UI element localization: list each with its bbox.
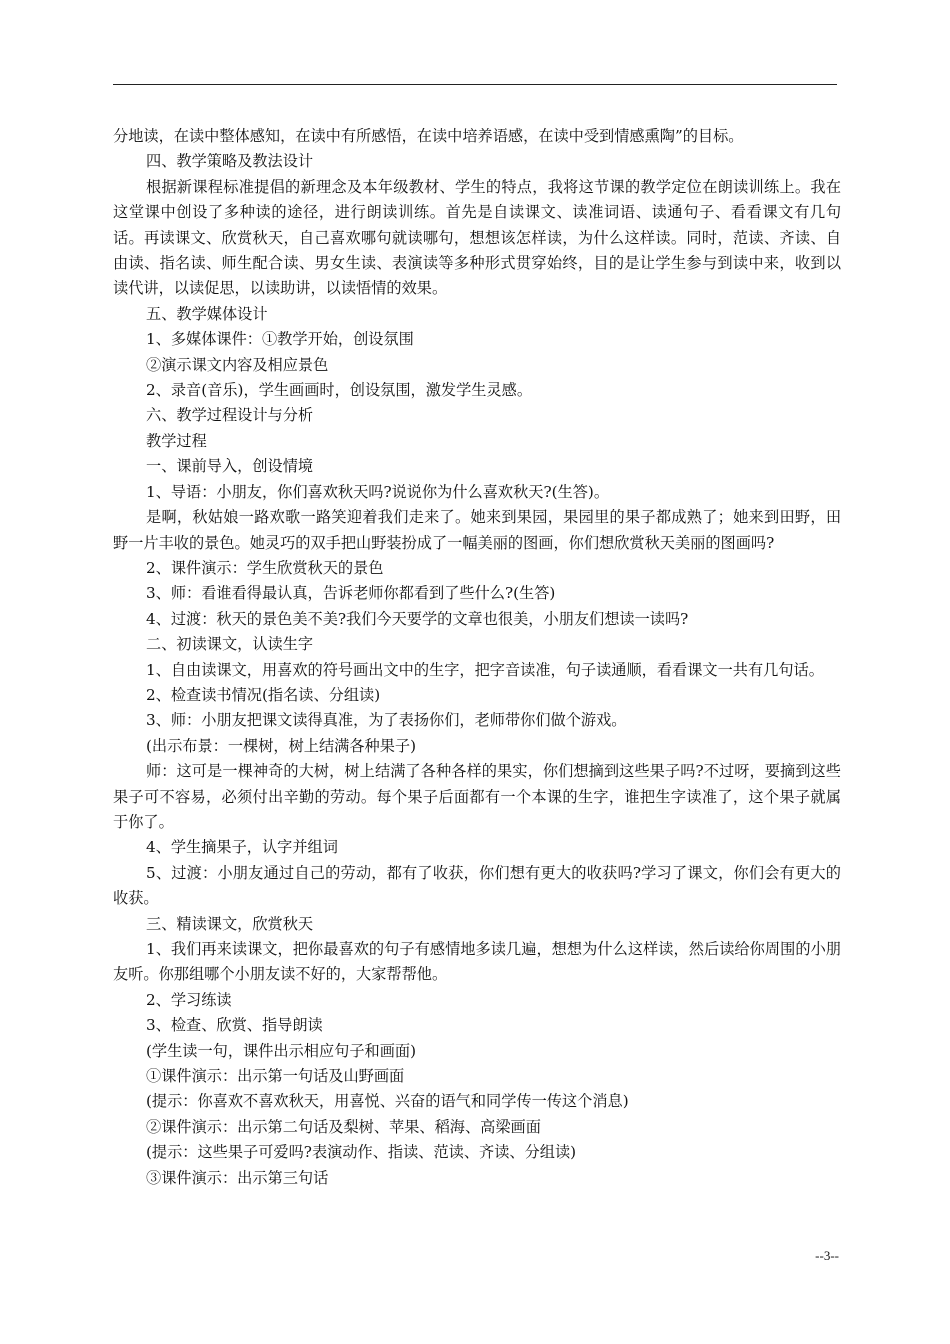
paragraph: 是啊，秋姑娘一路欢歌一路笑迎着我们走来了。她来到果园，果园里的果子都成熟了；她来到田野，田野一片丰收的景色。她灵巧的双手把山野装扮成了一幅美丽的图画，你们想欣赏秋天美丽的图画吗?: [113, 508, 841, 552]
page-number: --3--: [815, 1248, 839, 1263]
paragraph: 1、导语：小朋友，你们喜欢秋天吗?说说你为什么喜欢秋天?(生答)。: [146, 482, 610, 501]
paragraph: 三、精读课文，欣赏秋天: [146, 914, 314, 933]
paragraph: (学生读一句，课件出示相应句子和画面): [146, 1041, 417, 1060]
paragraph: ③课件演示：出示第三句话: [146, 1168, 329, 1187]
paragraph: (出示布景：一棵树，树上结满各种果子): [146, 736, 417, 755]
paragraph: 3、检查、欣赏、指导朗读: [146, 1016, 323, 1035]
paragraph: 2、录音(音乐)，学生画画时，创设氛围，激发学生灵感。: [146, 381, 533, 400]
document-body: [113, 124, 841, 1191]
paragraph: 1、自由读课文，用喜欢的符号画出文中的生字，把字音读准，句子读通顺，看看课文一共有几句话。: [146, 660, 824, 679]
paragraph: 4、过渡：秋天的景色美不美?我们今天要学的文章也很美，小朋友们想读一读吗?: [146, 609, 689, 628]
paragraph: 5、过渡：小朋友通过自己的劳动，都有了收获，你们想有更大的收获吗?学习了课文，你们会有更大的收获。: [113, 863, 841, 908]
paragraph: 一、课前导入，创设情境: [146, 457, 314, 476]
paragraph: ②课件演示：出示第二句话及梨树、苹果、稻海、高梁画面: [146, 1117, 541, 1136]
paragraph: 教学过程: [146, 431, 207, 450]
paragraph: 四、教学策略及教法设计: [146, 152, 314, 171]
paragraph: 六、教学过程设计与分析: [146, 406, 314, 425]
paragraph: 师：这可是一棵神奇的大树，树上结满了各种各样的果实，你们想摘到这些果子吗?不过呀，要摘到这些果子可不容易，必须付出辛勤的劳动。每个果子后面都有一个本课的生字，谁把生字读准了，这个果子就属于你了。: [113, 762, 841, 831]
paragraph: 1、我们再来读课文，把你最喜欢的句子有感情地多读几遍，想想为什么这样读，然后读给你周围的小朋友听。你那组哪个小朋友读不好的，大家帮帮他。: [113, 940, 841, 984]
paragraph: 五、教学媒体设计: [146, 304, 268, 323]
paragraph: 3、师：看谁看得最认真，告诉老师你都看到了些什么?(生答): [146, 584, 556, 603]
paragraph: ②演示课文内容及相应景色: [146, 355, 329, 374]
paragraph: 3、师：小朋友把课文读得真准，为了表扬你们，老师带你们做个游戏。: [146, 711, 627, 730]
paragraph: 1、多媒体课件：①教学开始，创设氛围: [146, 330, 414, 349]
paragraph: 分地读，在读中整体感知，在读中有所感悟，在读中培养语感，在读中受到情感熏陶”的目标。: [113, 127, 744, 145]
header-rule: [113, 84, 837, 85]
paragraph: ①课件演示：出示第一句话及山野画面: [146, 1067, 405, 1086]
paragraph: 2、课件演示：学生欣赏秋天的景色: [146, 558, 384, 577]
paragraph: (提示：你喜欢不喜欢秋天，用喜悦、兴奋的语气和同学传一传这个消息): [146, 1092, 629, 1111]
paragraph: (提示：这些果子可爱吗?表演动作、指读、范读、齐读、分组读): [146, 1143, 577, 1162]
paragraph: 二、初读课文，认读生字: [146, 635, 314, 654]
paragraph: 2、检查读书情况(指名读、分组读): [146, 685, 381, 704]
paragraph: 2、学习练读: [146, 990, 232, 1009]
paragraph: 4、学生摘果子，认字并组词: [146, 838, 338, 857]
paragraph: 根据新课程标准提倡的新理念及本年级教材、学生的特点，我将这节课的教学定位在朗读训练上。我在这堂课中创设了多种读的途径，进行朗读训练。首先是自读课文、读准词语、读通句子、看看课文有几句话。再读课文、欣赏秋天，自己喜欢哪句就读哪句，想想该怎样读，为什么这样读。同时，范读、齐读、自由读、指名读、师生配合读、男女生读、表演读等多种形式贯穿始终，目的是让学生参与到读中来，收到以读代讲，以读促思，以读助讲，以读悟情的效果。: [113, 177, 841, 298]
